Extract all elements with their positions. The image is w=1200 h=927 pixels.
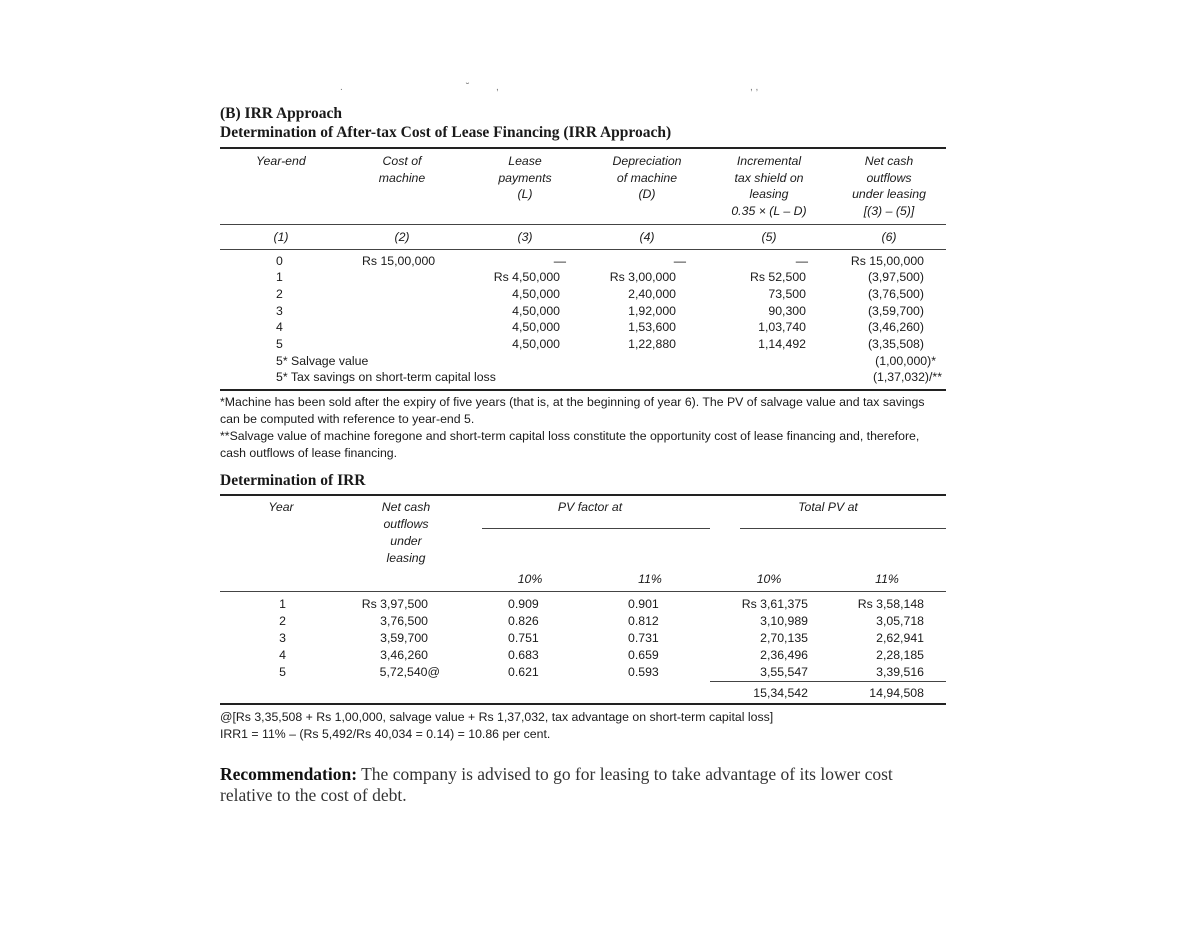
t2-cell: 0.683 xyxy=(508,648,539,662)
t1-col-number: (3) xyxy=(462,224,588,249)
t1-col-number: (6) xyxy=(832,224,946,249)
note-opportunity-cost: **Salvage value of machine foregone and short-term capital loss constitute the opportunity cost of lease financing and, therefore, cash outflows of lease financing. xyxy=(220,429,920,460)
t2-cell: 0.901 xyxy=(628,597,659,611)
recommendation-label: Recommendation: xyxy=(220,763,358,784)
t2-cell: 2,62,941 xyxy=(876,631,924,645)
t2-cell: 1 xyxy=(279,597,286,611)
t2-empty xyxy=(220,682,342,705)
t1-cell: 4,50,000 xyxy=(512,286,560,301)
net-cash-header: Net cash outflows under leasing xyxy=(342,495,470,567)
t1-cell: 73,500 xyxy=(768,286,806,301)
t1-extra-label: 5* Salvage value xyxy=(276,353,369,368)
cropped-top-line: . ˘ , , , xyxy=(340,82,759,93)
t2-cell: 5 xyxy=(279,665,286,680)
t1-cell xyxy=(342,286,462,303)
t1-cell: 1,22,880 xyxy=(628,337,676,352)
table-row xyxy=(220,592,946,614)
total-pv-value: 15,34,542 xyxy=(710,682,828,705)
t1-cell: — xyxy=(673,253,686,268)
t2-cell: 3,76,500 xyxy=(380,614,428,628)
table1-title: Determination of After-tax Cost of Lease Financing (IRR Approach) xyxy=(220,124,672,141)
t1-col-header: Depreciation of machine (D) xyxy=(588,148,706,224)
t1-col-number: (1) xyxy=(220,224,342,249)
t2-cell: 3,55,547 xyxy=(760,665,808,679)
t1-cell: 4,50,000 xyxy=(512,320,560,335)
t1-extra-value: (1,37,032)/** xyxy=(832,369,946,390)
table-row xyxy=(220,630,946,647)
t1-cell: 4,50,000 xyxy=(512,337,560,352)
t2-cell: 2,70,135 xyxy=(760,631,808,645)
t1-cell: Rs 15,00,000 xyxy=(362,253,436,268)
table-row xyxy=(220,647,946,664)
t1-cell: 2,40,000 xyxy=(628,286,676,301)
total-pv-header: Total PV at xyxy=(710,495,946,567)
t1-cell: 5 xyxy=(276,337,283,352)
t1-cell xyxy=(342,303,462,320)
t1-col-header: Incremental tax shield on leasing 0.35 × (L – D) xyxy=(706,148,832,224)
recommendation-text: The company is advised to go for leasing to take advantage of its lower cost relative to the cost of debt. xyxy=(220,763,893,805)
table-row xyxy=(220,353,946,370)
t1-cell: — xyxy=(795,253,808,268)
t2-cell: 0.593 xyxy=(628,665,659,680)
t1-cell xyxy=(342,319,462,336)
t2-empty xyxy=(590,682,710,705)
t1-col-header: Year-end xyxy=(220,148,342,224)
t2-cell: 0.909 xyxy=(508,597,539,611)
t1-cell: Rs 4,50,000 xyxy=(493,270,560,285)
irr-footnotes xyxy=(220,709,946,743)
note-salvage: *Machine has been sold after the expiry of five years (that is, at the beginning of year 6). The PV of salvage value and tax savings can be computed with reference to year-end 5. xyxy=(220,395,925,426)
t2-cell: 5,72,540@ xyxy=(379,665,440,680)
t1-cell: 90,300 xyxy=(768,303,806,318)
t1-cell: — xyxy=(553,253,566,268)
t1-cell: 4 xyxy=(276,320,283,335)
t1-cell: 3 xyxy=(276,303,283,318)
t1-cell: (3,35,508) xyxy=(867,337,924,352)
t2-cell: 0.731 xyxy=(628,631,659,645)
t2-cell: 3,46,260 xyxy=(380,648,428,662)
table-row xyxy=(220,303,946,320)
pv-factor-header: PV factor at xyxy=(470,495,710,567)
t1-cell: 1,03,740 xyxy=(758,320,806,335)
table-row xyxy=(220,369,946,390)
t2-cell: 0.621 xyxy=(508,665,539,680)
recommendation xyxy=(220,764,948,806)
table-row xyxy=(220,613,946,630)
year-header: Year xyxy=(220,495,342,567)
table2-title: Determination of IRR xyxy=(220,472,366,489)
rate-header: 11% xyxy=(828,567,946,592)
t2-cell: 0.812 xyxy=(628,614,659,628)
table-row xyxy=(220,664,946,682)
t2-empty xyxy=(470,682,590,705)
t1-cell: 0 xyxy=(276,253,283,268)
totals-row xyxy=(220,682,946,705)
t2-cell: 0.751 xyxy=(508,631,539,645)
t2-cell: 3,05,718 xyxy=(876,614,924,628)
t1-cell: 4,50,000 xyxy=(512,303,560,318)
table-row xyxy=(220,269,946,286)
t1-extra-label: 5* Tax savings on short-term capital loss xyxy=(220,369,832,390)
t2-cell: 3 xyxy=(279,631,286,645)
t2-cell: 0.826 xyxy=(508,614,539,628)
footnote-at-sign: @[Rs 3,35,508 + Rs 1,00,000, salvage value + Rs 1,37,032, tax advantage on short-term capital loss] xyxy=(220,710,774,724)
t1-col-number: (2) xyxy=(342,224,462,249)
t1-extra-value: (1,00,000)* xyxy=(875,353,936,368)
t1-col-number: (5) xyxy=(706,224,832,249)
table-notes xyxy=(220,394,946,462)
t1-cell: Rs 15,00,000 xyxy=(850,253,924,268)
t1-cell: 1 xyxy=(276,270,283,285)
t1-cell: (3,59,700) xyxy=(867,303,924,318)
t1-col-number: (4) xyxy=(588,224,706,249)
irr-table xyxy=(220,494,946,705)
footnote-irr: IRR1 = 11% – (Rs 5,492/Rs 40,034 = 0.14) = 10.86 per cent. xyxy=(220,727,551,741)
t2-empty xyxy=(342,682,470,705)
t1-cell: 1,14,492 xyxy=(758,337,806,352)
t2-cell: 3,10,989 xyxy=(760,614,808,628)
t1-cell: (3,97,500) xyxy=(867,270,924,285)
lease-cost-table xyxy=(220,147,946,391)
table-row xyxy=(220,286,946,303)
t1-cell: (3,76,500) xyxy=(867,286,924,301)
rate-header: 10% xyxy=(710,567,828,592)
t2-cell: 2 xyxy=(279,614,286,628)
t1-cell xyxy=(342,336,462,353)
table-row xyxy=(220,249,946,269)
t1-col-header: Net cash outflows under leasing [(3) – (5)] xyxy=(832,148,946,224)
t2-cell: 2,28,185 xyxy=(876,648,924,662)
rate-header: 10% xyxy=(470,567,590,592)
table-row xyxy=(220,319,946,336)
t2-cell: 3,59,700 xyxy=(380,631,428,645)
t1-cell: 2 xyxy=(276,286,283,301)
t2-cell: Rs 3,58,148 xyxy=(857,597,924,611)
t2-cell: 4 xyxy=(279,648,286,662)
total-pv-value: 14,94,508 xyxy=(828,682,946,705)
t1-cell xyxy=(342,269,462,286)
t2-cell: 2,36,496 xyxy=(760,648,808,662)
t1-cell: 1,92,000 xyxy=(628,303,676,318)
t1-col-header: Lease payments (L) xyxy=(462,148,588,224)
t2-cell: 0.659 xyxy=(628,648,659,662)
t2-cell: Rs 3,61,375 xyxy=(741,597,808,611)
t1-cell: Rs 3,00,000 xyxy=(609,270,676,285)
table-row xyxy=(220,336,946,353)
t2-cell: Rs 3,97,500 xyxy=(361,597,428,611)
t1-col-header: Cost of machine xyxy=(342,148,462,224)
t2-cell: 3,39,516 xyxy=(876,665,924,679)
section-title: (B) IRR Approach xyxy=(220,105,343,122)
t1-cell: 1,53,600 xyxy=(628,320,676,335)
t1-cell: (3,46,260) xyxy=(867,320,924,335)
t1-cell: Rs 52,500 xyxy=(749,270,806,285)
rate-header: 11% xyxy=(590,567,710,592)
